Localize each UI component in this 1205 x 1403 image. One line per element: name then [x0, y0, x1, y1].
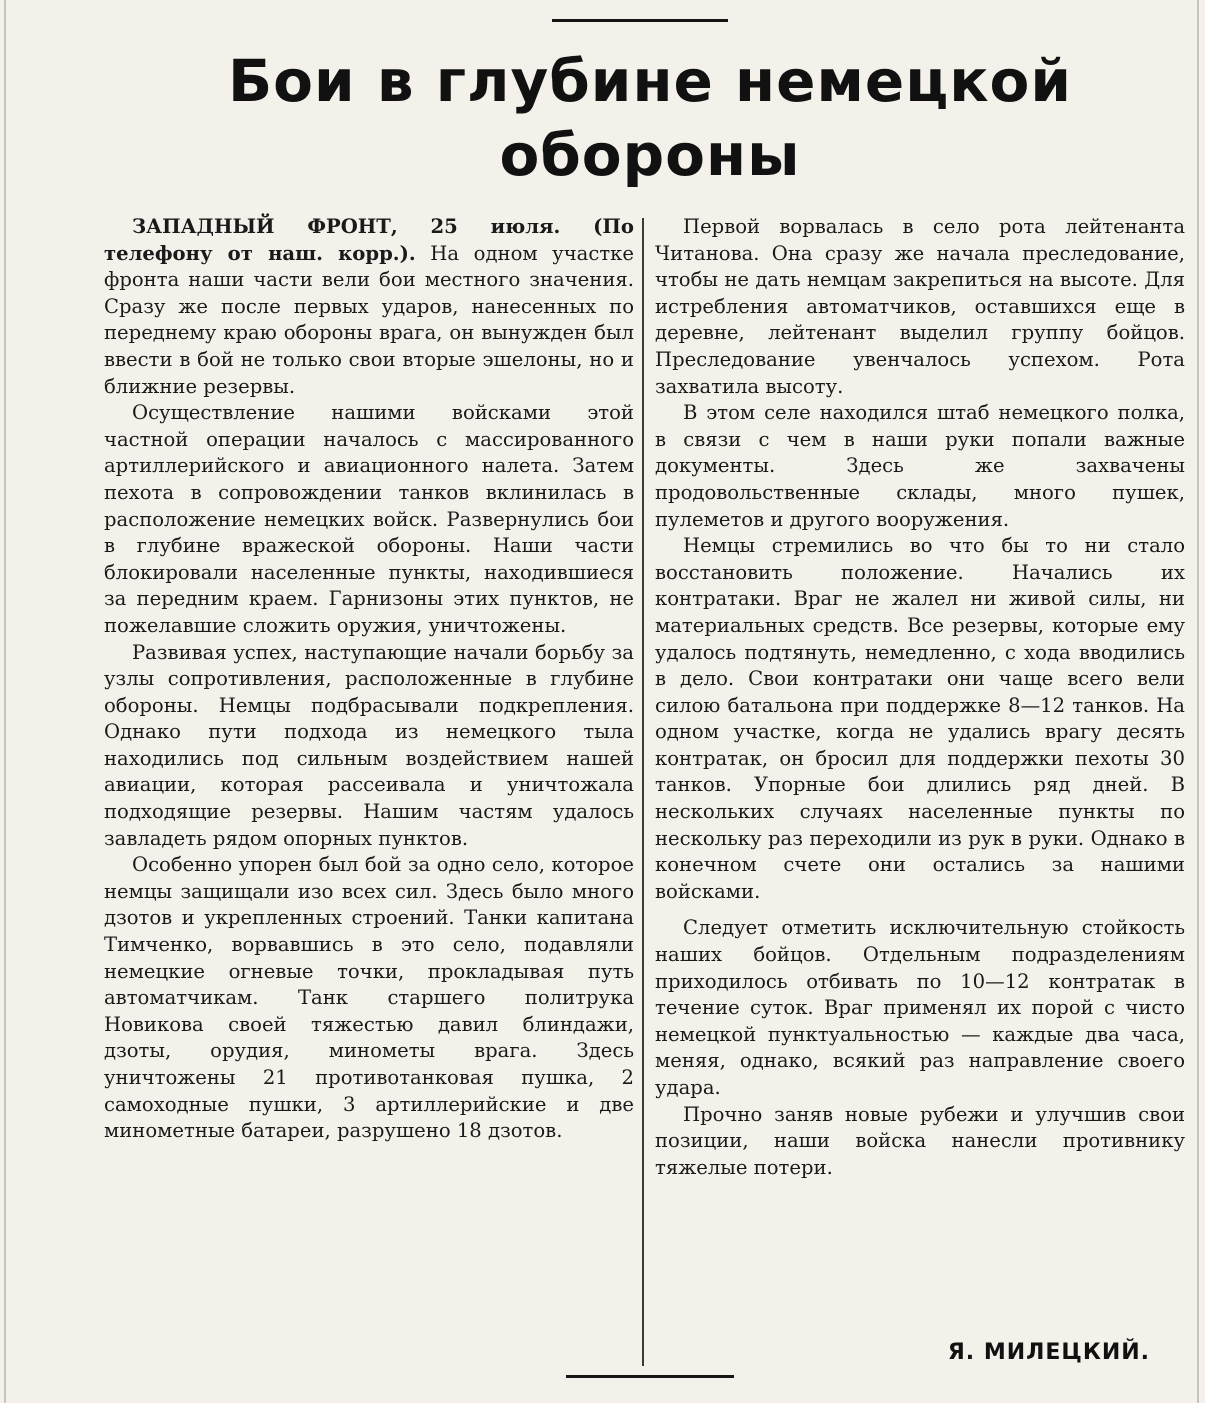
- page-edge-right: [1197, 0, 1199, 1403]
- bottom-rule: [566, 1375, 734, 1378]
- paragraph: Следует отметить исключительную стойкость наших бойцов. Отдельным подразделениям приходилось отбивать по 10—12 контратак в течение суток. Враг применял их порой с чисто немецкой пунктуальностью — каждые два часа, меняя, однако, всякий раз направление своего удара.: [655, 916, 1185, 1099]
- paragraph: Немцы стремились во что бы то ни стало восстановить положение. Начались их контратаки. Враг не жалел ни живой силы, ни материальных средств. Все резервы, которые ему удалось подтянуть, немедленно, с хода вводились в дело. Свои контратаки они чаще всего вели силою батальона при поддержке 8—12 танков. На одном участке, когда не удались врагу десять контратак, он бросил для поддержки пехоты 30 танков. Упорные бои длились ряд дней. В нескольких случаях населенные пункты по нескольку раз переходили из рук в руки. Однако в конечном счете они остались за нашими войсками.: [655, 534, 1185, 903]
- page-edge-left: [4, 0, 6, 1403]
- top-rule: [552, 19, 728, 22]
- article-headline: [200, 44, 1100, 192]
- headline-line-1: Бои в глубине немецкой: [227, 47, 1073, 115]
- author-signature: Я. МИЛЕЦКИЙ.: [947, 1340, 1150, 1365]
- dateline: ЗАПАДНЫЙ ФРОНТ, 25 июля. (По телефону от наш. корр.).: [104, 215, 634, 265]
- right-column: [655, 214, 1185, 1181]
- paragraph: Первой ворвалась в село рота лейтенанта Читанова. Она сразу же начала преследование, чтобы не дать немцам закрепиться на высоте. Для истребления автоматчиков, оставшихся еще в деревне, лейтенант выделил группу бойцов. Преследование увенчалось успехом. Рота захватила высоту.: [655, 215, 1185, 398]
- column-divider: [642, 218, 644, 1366]
- paragraph: Прочно заняв новые рубежи и улучшив свои позиции, наши войска нанесли противнику тяжелые потери.: [655, 1102, 1185, 1179]
- headline-line-2: обороны: [499, 121, 801, 189]
- paragraph: Развивая успех, наступающие начали борьбу за узлы сопротивления, расположенные в глубине обороны. Немцы подбрасывали подкрепления. Однако пути подхода из немецкого тыла находились под сильным воздействием нашей авиации, которая рассеивала и уничтожала подходящие резервы. Нашим частям удалось завладеть рядом опорных пунктов.: [104, 640, 634, 850]
- paragraph: В этом селе находился штаб немецкого полка, в связи с чем в наши руки попали важные документы. Здесь же захвачены продовольственные склады, много пушек, пулеметов и другого вооружения.: [655, 401, 1185, 531]
- left-column: [104, 214, 634, 1145]
- paragraph: [104, 214, 634, 400]
- paragraph: Особенно упорен был бой за одно село, которое немцы защищали изо всех сил. Здесь было много дзотов и укрепленных строений. Танки капитана Тимченко, ворвавшись в это село, подавляли немецкие огневые точки, прокладывая путь автоматчикам. Танк старшего политрука Новикова своей тяжестью давил блиндажи, дзоты, орудия, минометы врага. Здесь уничтожены 21 противотанковая пушка, 2 самоходные пушки, 3 артиллерийские и две минометные батареи, разрушено 18 дзотов.: [104, 853, 634, 1143]
- paragraph-text: На одном участке фронта наши части вели бои местного значения. Сразу же после первых ударов, нанесенных по переднему краю обороны врага, он вынужден был ввести в бой не только свои вторые эшелоны, но и ближние резервы.: [104, 241, 635, 398]
- paragraph: Осуществление нашими войсками этой частной операции началось с массированного артиллерийского и авиационного налета. Затем пехота в сопровождении танков вклинилась в расположение немецких войск. Развернулись бои в глубине вражеской обороны. Наши части блокировали населенные пункты, находившиеся за передним краем. Гарнизоны этих пунктов, не пожелавшие сложить оружия, уничтожены.: [104, 401, 634, 637]
